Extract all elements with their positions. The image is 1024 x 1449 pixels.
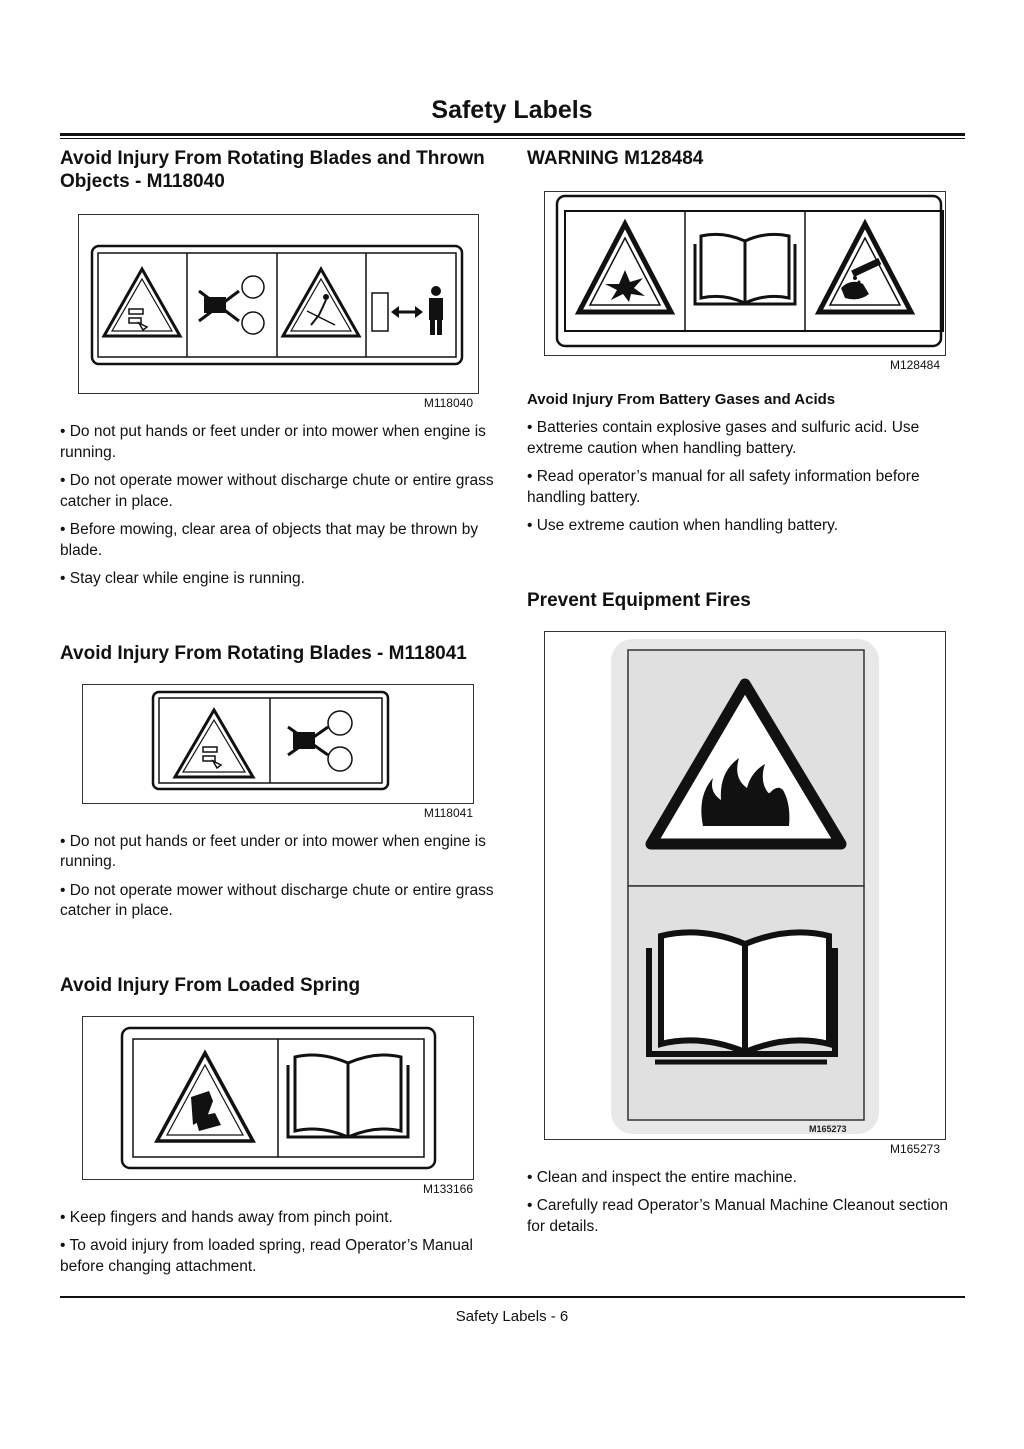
operator-manual-icon <box>288 1055 408 1137</box>
explosion-warning-icon <box>579 224 671 312</box>
label-figure-m118041 <box>82 684 474 804</box>
section-heading-blades-thrown: Avoid Injury From Rotating Blades and Thrown Objects - M118040 <box>60 148 485 192</box>
bullet-text: • Do not put hands or feet under or into mower when engine is running. <box>60 423 486 461</box>
bullet-text: • Do not operate mower without discharge chute or entire grass catcher in place. <box>60 472 494 510</box>
figure-id-m133166: M133166 <box>422 1181 473 1196</box>
right-column <box>527 147 963 1245</box>
bullet-text: • Do not operate mower without discharge chute or entire grass catcher in place. <box>60 881 494 919</box>
operator-manual-icon <box>649 932 835 1062</box>
bullet-text: • Clean and inspect the entire machine. <box>527 1168 797 1186</box>
title-rule-thin <box>60 138 965 139</box>
label-figure-m118040 <box>78 214 479 394</box>
title-rule <box>60 133 965 136</box>
figure-id-m118041: M118041 <box>423 805 473 820</box>
page-footer: Safety Labels - 6 <box>455 1308 569 1325</box>
subheading-battery: Avoid Injury From Battery Gases and Acids <box>527 391 836 408</box>
bullet-text: • Stay clear while engine is running. <box>60 570 305 587</box>
left-column <box>60 147 496 1285</box>
label-figure-m133166 <box>82 1016 474 1180</box>
bullet-text: • Use extreme caution when handling battery. <box>527 517 839 534</box>
section-heading-warning: WARNING M128484 <box>527 148 704 169</box>
operator-manual-icon <box>695 234 795 304</box>
section-heading-fires: Prevent Equipment Fires <box>527 589 751 611</box>
section-heading-spring: Avoid Injury From Loaded Spring <box>60 974 361 996</box>
bullet-text: • To avoid injury from loaded spring, read Operator’s Manual before changing attachment. <box>60 1237 473 1275</box>
figure-id-m128484: M128484 <box>889 358 940 372</box>
hand-cut-warning-icon <box>175 710 253 777</box>
bullet-text: • Keep fingers and hands away from pinch point. <box>60 1208 393 1226</box>
pinch-point-warning-icon <box>157 1053 253 1141</box>
label-figure-m128484 <box>544 191 946 356</box>
page-title: Safety Labels <box>431 96 593 124</box>
section-heading-blades: Avoid Injury From Rotating Blades - M118041 <box>60 642 467 664</box>
stay-clear-icon <box>372 286 443 335</box>
hand-cut-warning-icon <box>104 269 180 336</box>
label-code: M165273 <box>809 1123 847 1134</box>
bullet-text: • Before mowing, clear area of objects that may be thrown by blade. <box>60 521 479 559</box>
label-figure-m165273 <box>544 631 946 1140</box>
bullet-text: • Do not put hands or feet under or into mower when engine is running. <box>60 832 486 870</box>
blade-no-hands-icon <box>288 711 352 771</box>
bullet-text: • Batteries contain explosive gases and sulfuric acid. Use extreme caution when handling battery. <box>527 419 920 457</box>
blade-no-hands-icon <box>199 276 264 334</box>
bullet-text: • Read operator’s manual for all safety information before handling battery. <box>527 468 920 506</box>
acid-burn-warning-icon <box>819 224 911 312</box>
bullet-text: • Carefully read Operator’s Manual Machine Cleanout section for details. <box>527 1197 948 1235</box>
thrown-object-warning-icon <box>283 269 359 336</box>
footer-rule <box>60 1296 965 1298</box>
figure-id-m118040: M118040 <box>423 396 473 410</box>
figure-id-m165273: M165273 <box>889 1141 940 1156</box>
